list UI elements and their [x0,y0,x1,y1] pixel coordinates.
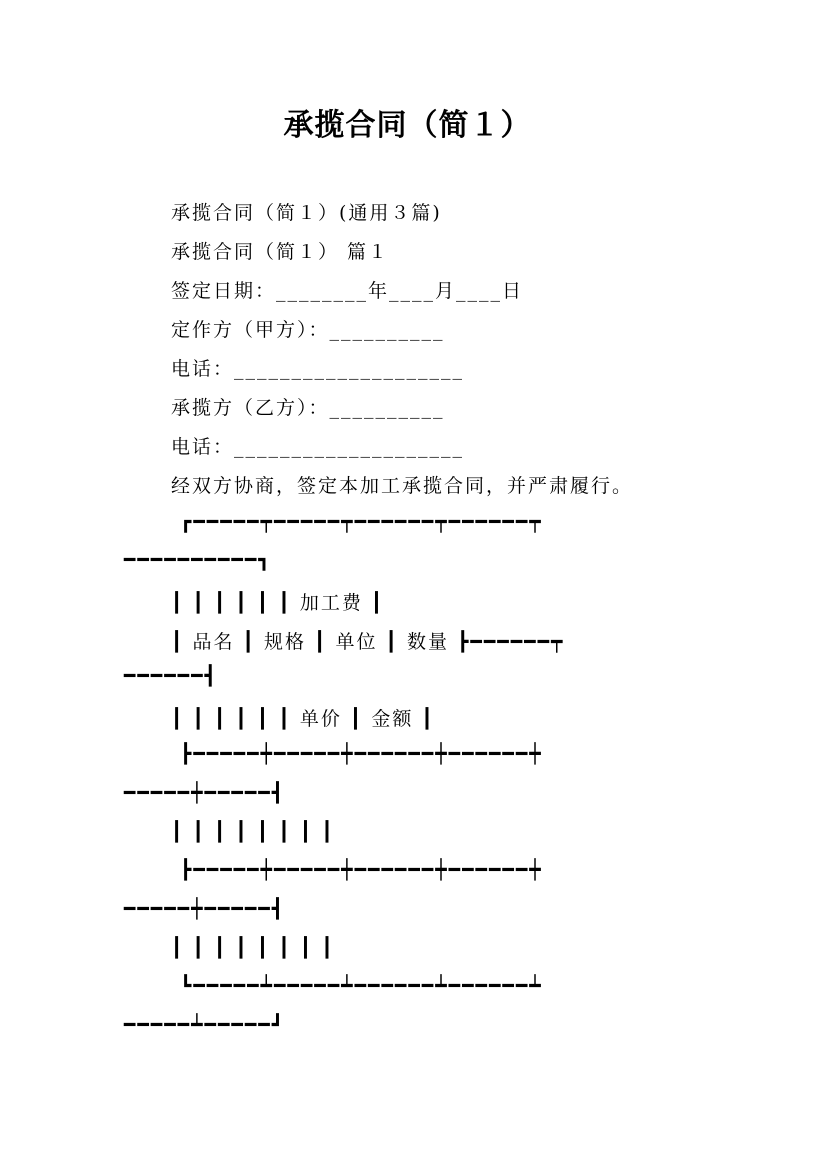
table-line: ━━━━━┿━━━━━┫ [124,898,286,920]
doc-line-party-b-phone: 电话：____________________ [171,436,465,458]
table-line: ━━━━━┿━━━━━┫ [124,782,286,804]
table-line: ━━━━━┷━━━━━┛ [124,1014,286,1036]
table-line: ━━━━━━━━━━┓ [124,549,272,571]
doc-line-party-a-phone: 电话：____________________ [171,358,465,380]
table-line: ┣━━━━━┿━━━━━┿━━━━━━┿━━━━━━┿ [180,859,543,881]
table-line: ┃ 品名 ┃ 规格 ┃ 单位 ┃ 数量 ┣━━━━━━┯ [171,631,565,653]
document-title: 承揽合同（简１） [283,108,532,143]
table-line: ┃ ┃ ┃ ┃ ┃ ┃ 加工费 ┃ [171,592,385,614]
doc-line-party-a: 定作方（甲方）：__________ [171,319,445,341]
table-line: ┃ ┃ ┃ ┃ ┃ ┃ 单价 ┃ 金额 ┃ [171,708,435,730]
doc-line-sign-date: 签定日期：________年____月____日 [171,280,524,302]
doc-line-heading: 承揽合同（简１）(通用３篇) [171,202,442,224]
doc-line-section: 承揽合同（简１） 篇１ [171,241,390,263]
table-line: ┃ ┃ ┃ ┃ ┃ ┃ ┃ ┃ [171,937,335,959]
doc-line-agreement: 经双方协商，签定本加工承揽合同，并严肃履行。 [171,475,634,497]
table-line: ━━━━━━┫ [124,665,219,687]
doc-line-party-b: 承揽方（乙方）：__________ [171,397,445,419]
table-line: ┏━━━━━┯━━━━━┯━━━━━━┯━━━━━━┯ [180,511,543,533]
table-line: ┗━━━━━┷━━━━━┷━━━━━━┷━━━━━━┷ [180,975,543,997]
table-line: ┃ ┃ ┃ ┃ ┃ ┃ ┃ ┃ [171,821,335,843]
table-line: ┣━━━━━┿━━━━━┿━━━━━━┿━━━━━━┿ [180,743,543,765]
